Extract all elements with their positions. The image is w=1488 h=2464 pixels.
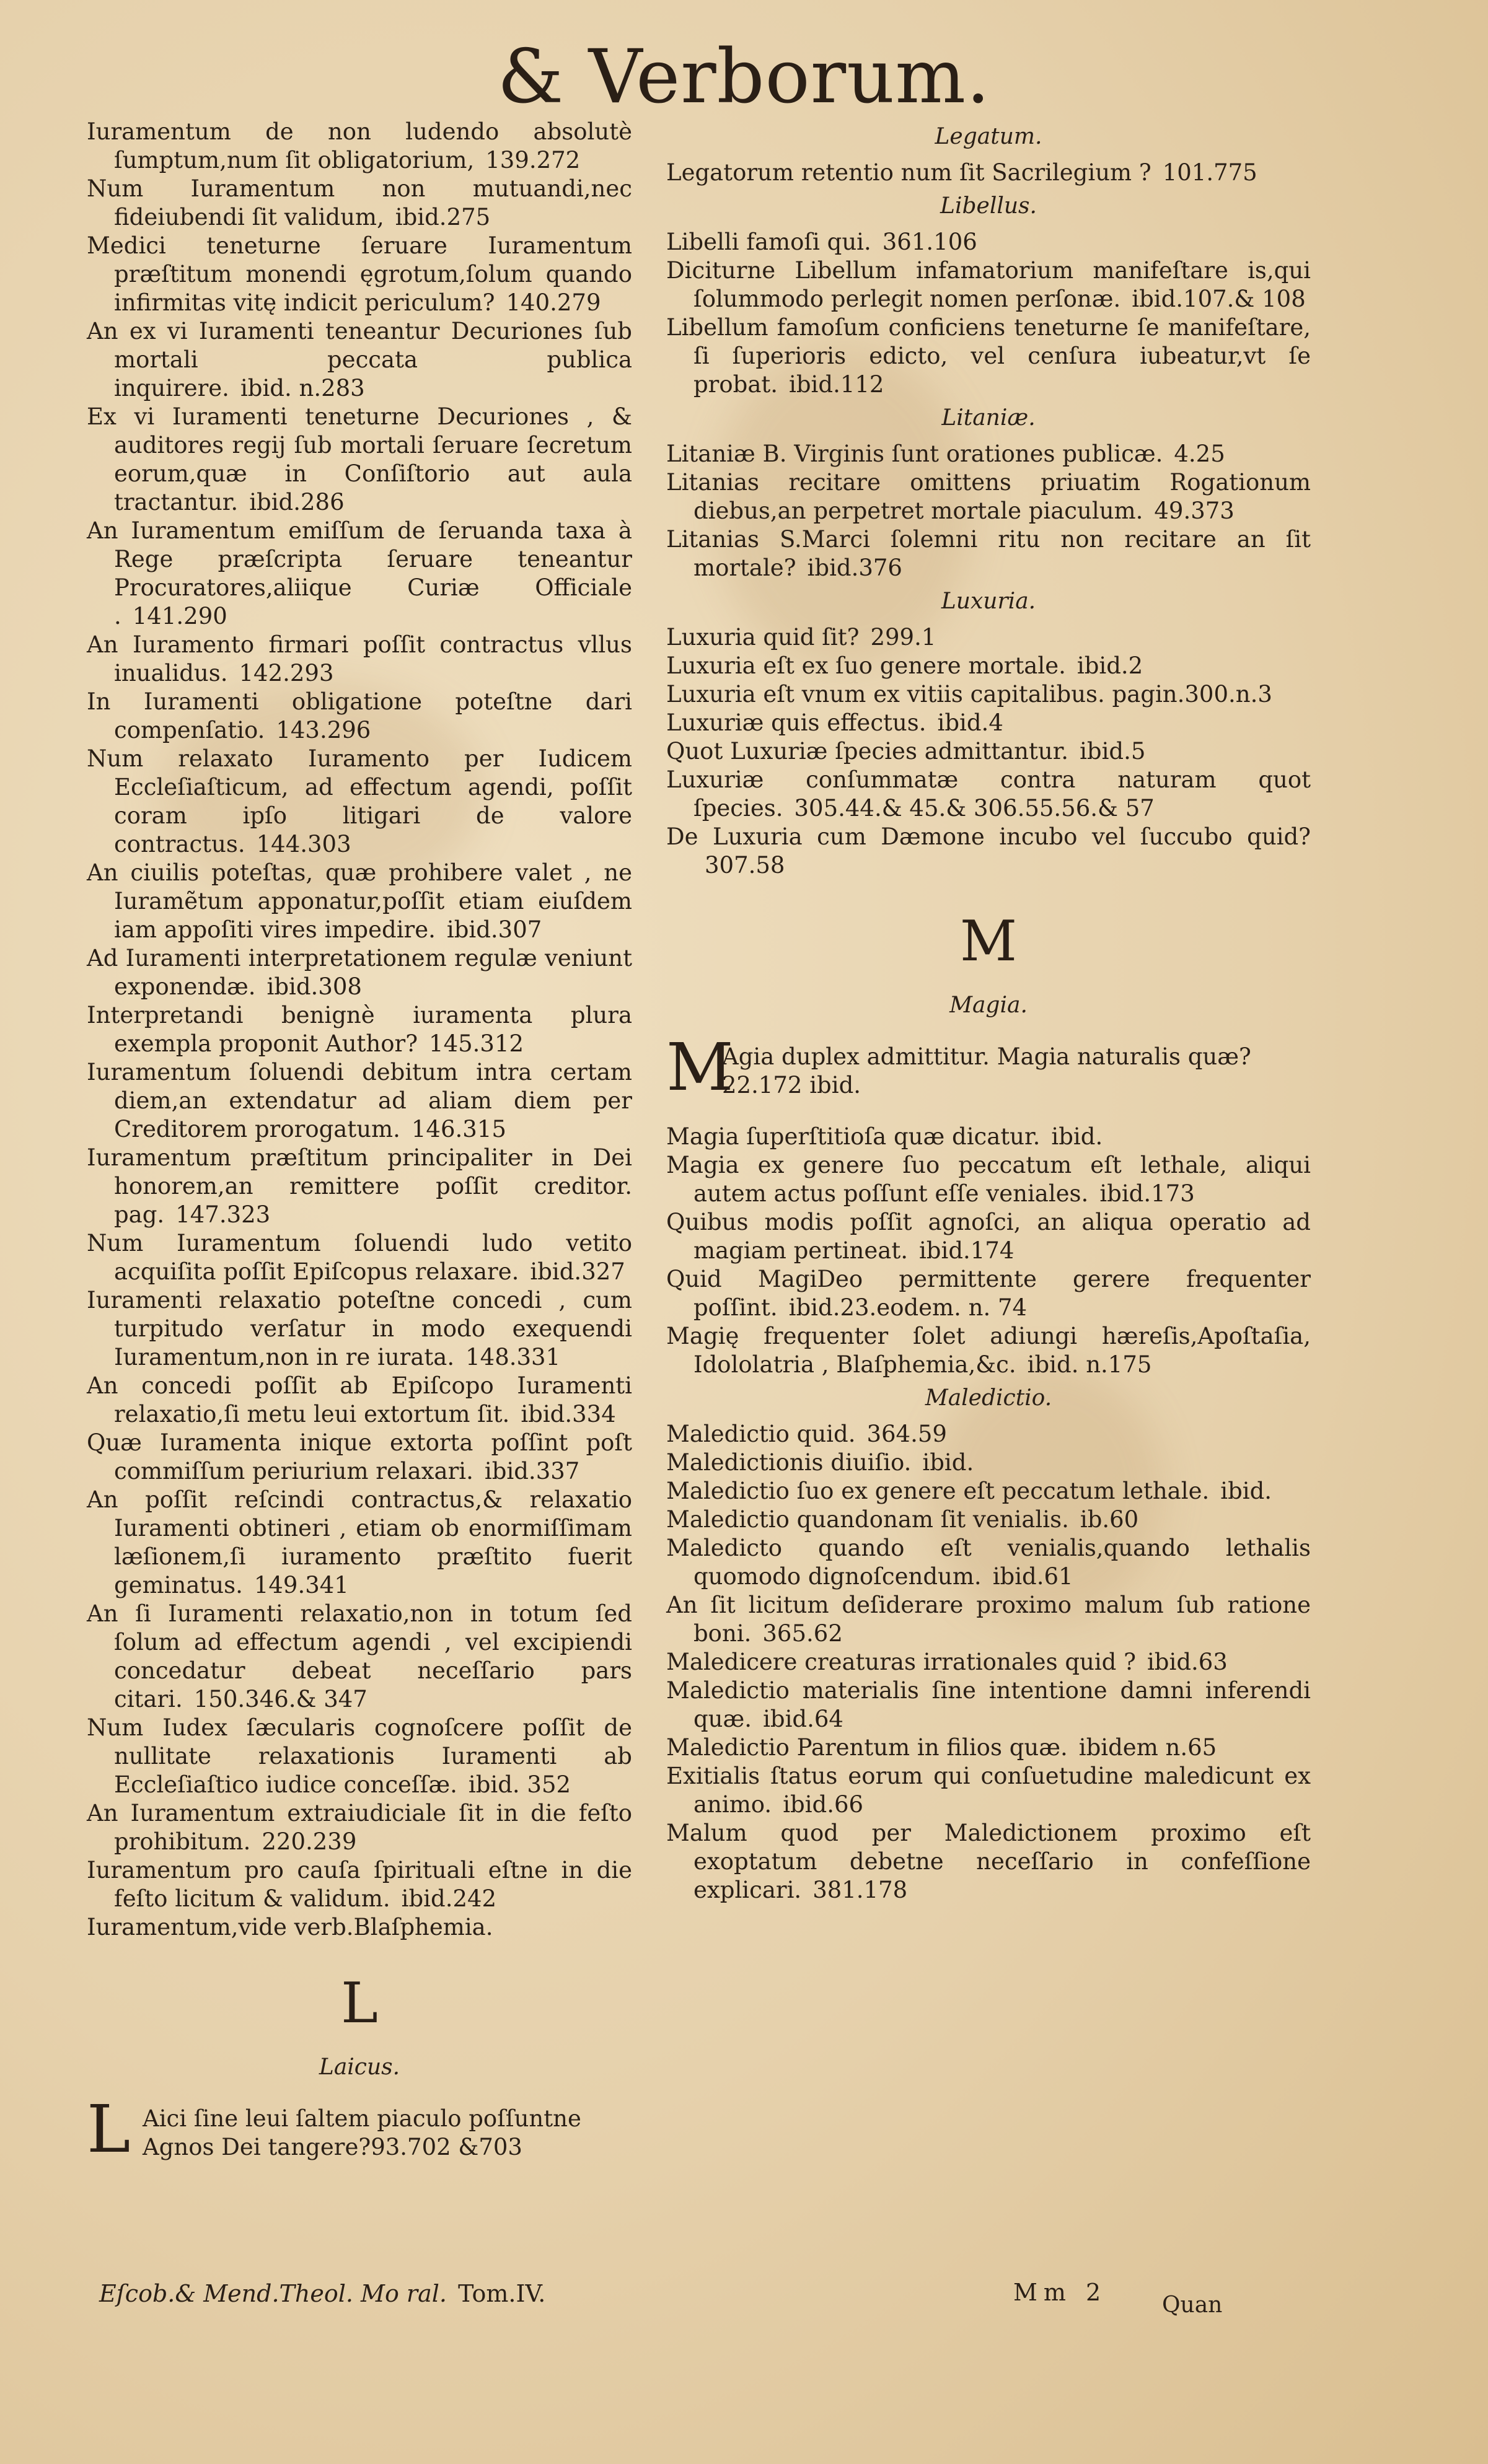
drop-capital: M [666, 1029, 734, 1105]
index-entry [666, 680, 1311, 709]
entry-text: Diciturne Libellum infamatorium manifeſtare is,qui ſolummodo perlegit nomen perſonæ. [666, 257, 1311, 312]
entry-text: Litaniæ B. Virginis ſunt orationes publicæ. [666, 441, 1163, 467]
entry-reference: ibid.286 [249, 489, 345, 515]
entry-reference: 146.315 [411, 1116, 506, 1142]
entry-reference: 299.1 [870, 624, 936, 651]
index-entry [87, 403, 632, 517]
index-entry [666, 1734, 1311, 1762]
entry-text: Maledictio ſuo ex genere eſt peccatum lethale. [666, 1478, 1210, 1504]
alphabet-letter: L [341, 1971, 378, 2036]
index-entry [666, 1208, 1311, 1265]
index-entry [87, 232, 632, 317]
index-entry [666, 440, 1311, 468]
section-heading: Legatum. [935, 124, 1042, 149]
entry-text: An ſit licitum deſiderare proximo malum ſub ratione boni. [666, 1592, 1311, 1647]
entry-text: Maledicere creaturas irrationales quid ? [666, 1649, 1136, 1675]
entry-text: Num relaxato Iuramento per Iudicem Eccleſiaſticum, ad effectum agendi, poſſit coram ipſo litigari de valore contractus. [87, 745, 632, 857]
index-entry [666, 256, 1311, 313]
index-entry [666, 709, 1311, 737]
drop-capital: L [87, 2091, 131, 2167]
index-entry [666, 159, 1311, 187]
entry-text: Exitialis ſtatus eorum qui conſuetudine maledicunt ex animo. [666, 1763, 1311, 1818]
entry-text: Iuramentum de non ludendo absolutè ſumptum,num ſit obligatorium, [87, 118, 632, 173]
entry-reference: 381.178 [812, 1877, 908, 1903]
index-entry [666, 737, 1311, 766]
footer-author-text: Eſcob.& Mend.Theol. Mo ral. [99, 2280, 447, 2307]
entry-reference: 145.312 [429, 1030, 524, 1057]
entry-text: An concedi poſſit ab Epiſcopo Iuramenti relaxatio,ſi metu leui extortum ſit. [87, 1372, 632, 1427]
entry-reference: ibid.173 [1099, 1180, 1195, 1207]
entry-text: Litanias S.Marci ſolemni ritu non recitare an ſit mortale? [666, 526, 1311, 581]
section-heading: Litaniæ. [941, 405, 1036, 431]
entry-text: Num Iudex ſæcularis cognoſcere poſſit de nullitate relaxationis Iuramenti ab Eccleſiaſtico iudice conceſſæ. [87, 1714, 632, 1798]
index-entry [87, 1799, 632, 1856]
index-entry [666, 1506, 1311, 1534]
section-heading: Magia. [949, 993, 1028, 1018]
entry-reference: ibid. n.175 [1027, 1351, 1152, 1378]
index-entry [666, 766, 1311, 823]
index-entry [87, 1144, 632, 1229]
index-entry [87, 2091, 632, 2167]
index-entry [666, 1591, 1311, 1648]
entry-reference: ibid.376 [807, 555, 902, 581]
entry-reference: ib.60 [1080, 1506, 1139, 1533]
entry-reference: ibid.174 [918, 1237, 1015, 1264]
index-entry [666, 623, 1311, 652]
entry-text: An Iuramento firmari poſſit contractus vllus inualidus. [87, 631, 632, 686]
entry-text: Agia duplex admittitur. Magia naturalis quæ? [722, 1043, 1251, 1070]
entry-text: Maledictio materialis ſine intentione damni inferendi quæ. [666, 1677, 1311, 1732]
entry-reference: ibid.5 [1080, 738, 1146, 765]
index-entry [666, 1648, 1311, 1677]
entry-reference: ibid.63 [1147, 1649, 1228, 1675]
entry-text: Num Iuramentum ſoluendi ludo vetito acquiſita poſſit Epiſcopus relaxare. [87, 1230, 632, 1285]
entry-text: Luxuria eſt vnum ex vitiis capitalibus. pagin.300.n.3 [666, 681, 1272, 708]
entry-reference: 142.293 [239, 660, 334, 686]
entry-text: Magię frequenter ſolet adiungi hæreſis,Apoſtaſia, Idololatria , Blaſphemia,&c. [666, 1323, 1311, 1378]
right-column [666, 118, 1311, 1905]
entry-reference: 148.331 [465, 1344, 561, 1370]
entry-text: Quæ Iuramenta inique extorta poſſint poſt commiſſum periurium relaxari. [87, 1429, 632, 1484]
entry-text: An Iuramentum extraiudiciale ſit in die feſto prohibitum. [87, 1800, 632, 1855]
entry-text: Iuramentum,vide verb.Blaſphemia. [87, 1914, 493, 1940]
index-entry [87, 1856, 632, 1913]
entry-text: Litanias recitare omittens priuatim Rogationum diebus,an perpetret mortale piaculum. [666, 469, 1311, 524]
index-entry [666, 313, 1311, 399]
index-entry [87, 175, 632, 232]
index-entry [87, 1229, 632, 1286]
index-entry [666, 652, 1311, 680]
entry-text: Maledicto quando eſt venialis,quando lethalis quomodo dignoſcendum. [666, 1535, 1311, 1590]
index-entry [87, 1001, 632, 1058]
entry-text: Magia ex genere ſuo peccatum eſt lethale, aliqui autem actus poſſunt eſſe veniales. [666, 1152, 1311, 1207]
entry-reference: ibid.66 [783, 1791, 864, 1818]
entry-reference: 101.775 [1162, 159, 1257, 186]
entry-reference: 220.239 [262, 1828, 357, 1855]
index-entry [87, 1286, 632, 1372]
entry-text: Iuramentum pro cauſa ſpirituali eſtne in die feſto licitum & validum. [87, 1857, 632, 1912]
entry-reference: 147.323 [175, 1201, 271, 1228]
index-entry [666, 1151, 1311, 1208]
entry-text: An Iuramentum emiſſum de ſeruanda taxa à Rege præſcripta ſeruare teneantur Procuratores,aliique Curiæ Officiale . [87, 517, 632, 629]
index-entry [87, 745, 632, 859]
entry-reference: ibid. [1051, 1123, 1103, 1150]
entry-text: Maledictio quandonam ſit venialis. [666, 1506, 1069, 1533]
entry-reference: 49.373 [1154, 498, 1235, 524]
entry-reference: ibidem n.65 [1078, 1734, 1217, 1761]
index-entry [87, 1058, 632, 1144]
entry-reference: 139.272 [485, 147, 581, 173]
entry-text: Medici teneturne ſeruare Iuramentum præſtitum monendi ęgrotum,ſolum quando infirmitas vitę indicit periculum? [87, 232, 632, 316]
entry-reference: 140.279 [506, 289, 601, 316]
entry-text: Ad Iuramenti interpretationem regulæ veniunt exponendæ. [87, 945, 632, 1000]
entry-reference: 93.702 &703 [371, 2134, 522, 2160]
index-entry [666, 228, 1311, 256]
entry-text: Maledictionis diuiſio. [666, 1449, 912, 1476]
index-entry [666, 468, 1311, 525]
section-heading: Laicus. [319, 2054, 400, 2080]
entry-reference: ibid. [1220, 1478, 1272, 1504]
entry-text: An ſi Iuramenti relaxatio,non in totum ſed ſolum ad effectum agendi , vel excipiendi concedatur debeat neceſſario pars citari. [87, 1600, 632, 1712]
index-entry [666, 1265, 1311, 1322]
entry-text: In Iuramenti obligatione poteſtne dari compenſatio. [87, 688, 632, 743]
entry-text: Luxuria quid ſit? [666, 624, 860, 651]
entry-reference: ibid. [922, 1449, 974, 1476]
entry-text: Luxuriæ conſummatæ contra naturam quot ſpecies. [666, 766, 1311, 822]
entry-text: Legatorum retentio num ſit Sacrilegium ? [666, 159, 1151, 186]
entry-text: An ex vi Iuramenti teneantur Decuriones ſub mortali peccata publica inquirere. [87, 318, 632, 401]
entry-text: Luxuriæ quis effectus. [666, 709, 927, 736]
entry-reference: 365.62 [762, 1620, 843, 1647]
entry-text: De Luxuria cum Dæmone incubo vel ſuccubo quid? [666, 823, 1311, 850]
entry-text: Magia ſuperſtitioſa quæ dicatur. [666, 1123, 1041, 1150]
footer-author [99, 2280, 545, 2307]
entry-text: Quibus modis poſſit agnoſci, an aliqua operatio ad magiam pertineat. [666, 1209, 1311, 1264]
entry-text: Ex vi Iuramenti teneturne Decuriones , & auditores regij ſub mortali ſeruare ſecretum eorum,quæ in Conſiſtorio aut aula tractantur. [87, 403, 632, 515]
entry-text: Malum quod per Maledictionem proximo eſt exoptatum debetne neceſſario in confeſſione explicari. [666, 1820, 1311, 1903]
index-entry [666, 1477, 1311, 1506]
catchword: Quan [1162, 2292, 1223, 2318]
index-entry [666, 1762, 1311, 1819]
index-entry [666, 1420, 1311, 1449]
entry-reference: 307.58 [705, 852, 785, 879]
index-entry [87, 118, 632, 175]
index-entry [87, 631, 632, 688]
entry-reference: ibid.242 [401, 1885, 497, 1912]
entry-reference: 364.59 [866, 1421, 947, 1447]
entry-reference: ibid.334 [521, 1401, 616, 1427]
entry-text: Iuramentum ſoluendi debitum intra certam diem,an extendatur ad aliam diem per Creditorem prorogatum. [87, 1059, 632, 1142]
entry-reference: ibid. n.283 [240, 375, 365, 401]
index-entry [87, 1600, 632, 1714]
entry-reference: ibid.112 [789, 371, 884, 398]
entry-reference: ibid.307 [446, 916, 542, 943]
index-entry [666, 1029, 1311, 1105]
entry-reference: ibid. 352 [468, 1771, 571, 1798]
section-heading: Libellus. [940, 193, 1037, 219]
index-entry [87, 517, 632, 631]
entry-reference: 144.303 [256, 831, 351, 857]
entry-reference: 361.106 [882, 229, 977, 255]
alphabet-letter: M [959, 909, 1018, 974]
entry-reference: 143.296 [276, 717, 371, 743]
signature-mark: Mm 2 [1013, 2279, 1107, 2306]
index-entry [87, 1486, 632, 1600]
entry-text: Luxuria eſt ex ſuo genere mortale. [666, 652, 1066, 679]
index-entry [666, 1534, 1311, 1591]
entry-text: Num Iuramentum non mutuandi,nec fideiubendi ſit validum, [87, 175, 632, 230]
entry-reference: ibid.23.eodem. n. 74 [788, 1294, 1028, 1321]
index-entry [87, 944, 632, 1001]
entry-text: Quot Luxuriæ ſpecies admittantur. [666, 738, 1069, 765]
index-entry [666, 1819, 1311, 1905]
entry-reference: 305.44.& 45.& 306.55.56.& 57 [794, 795, 1155, 822]
index-entry [666, 1123, 1311, 1151]
entry-text: An poſſit reſcindi contractus,& relaxatio Iuramenti obtineri , etiam ob enormiſſimam læſionem,ſi iuramento præſtito fuerit geminatus. [87, 1486, 632, 1598]
index-entry [87, 1372, 632, 1429]
entry-reference: 150.346.& 347 [193, 1686, 368, 1712]
entry-reference: ibid.2 [1076, 652, 1143, 679]
entry-reference: 22.172 ibid. [722, 1072, 861, 1098]
entry-text: Maledictio Parentum in filios quæ. [666, 1734, 1068, 1761]
entry-reference: ibid.64 [763, 1706, 843, 1732]
entry-reference: ibid.4 [937, 709, 1003, 736]
index-entry [87, 1913, 632, 1942]
index-entry [87, 1714, 632, 1799]
entry-reference: 4.25 [1174, 441, 1225, 467]
index-entry [87, 859, 632, 944]
entry-reference: 149.341 [253, 1572, 349, 1598]
left-column [87, 118, 632, 2185]
entry-reference: ibid.61 [992, 1563, 1073, 1590]
section-heading: Luxuria. [941, 589, 1036, 614]
entry-text: Libelli famoſi qui. [666, 229, 871, 255]
entry-text: Iuramentum præſtitum principaliter in Dei honorem,an remittere poſſit creditor. pag. [87, 1144, 632, 1228]
index-entry [666, 1322, 1311, 1379]
entry-reference: ibid.308 [266, 973, 362, 1000]
footer-volume: Tom.IV. [458, 2280, 546, 2307]
entry-text: Interpretandi benignè iuramenta plura exempla proponit Author? [87, 1002, 632, 1057]
entry-reference: ibid.337 [484, 1458, 580, 1484]
entry-text: Aici ſine leui ſaltem piaculo poſſuntne Agnos Dei tangere? [143, 2105, 581, 2160]
entry-reference: ibid.275 [395, 204, 491, 230]
index-entry [87, 688, 632, 745]
index-entry [666, 1677, 1311, 1734]
entry-text: Libellum famoſum conficiens teneturne ſe manifeſtare, ſi ſuperioris edicto, vel cenſura iubeatur,vt ſe probat. [666, 314, 1311, 398]
index-entry [87, 317, 632, 403]
entry-reference: 141.290 [132, 603, 227, 629]
index-entry [666, 525, 1311, 582]
entry-text: An ciuilis poteſtas, quæ prohibere valet , ne Iuramẽtum apponatur,poſſit etiam eiuſdem iam appoſiti vires impedire. [87, 859, 632, 943]
entry-text: Quid MagiDeo permittente gerere frequenter poſſint. [666, 1266, 1311, 1321]
entry-reference: ibid.327 [530, 1258, 625, 1285]
section-heading: Maledictio. [925, 1385, 1052, 1411]
entry-reference: ibid.107.& 108 [1132, 286, 1306, 312]
index-entry [87, 1429, 632, 1486]
entry-text: Iuramenti relaxatio poteſtne concedi , cum turpitudo verſatur in modo exequendi Iuramentum,non in re iurata. [87, 1287, 632, 1370]
running-header: & Verborum. [497, 34, 991, 120]
index-entry [666, 823, 1311, 880]
index-entry [666, 1449, 1311, 1477]
entry-text: Maledictio quid. [666, 1421, 856, 1447]
